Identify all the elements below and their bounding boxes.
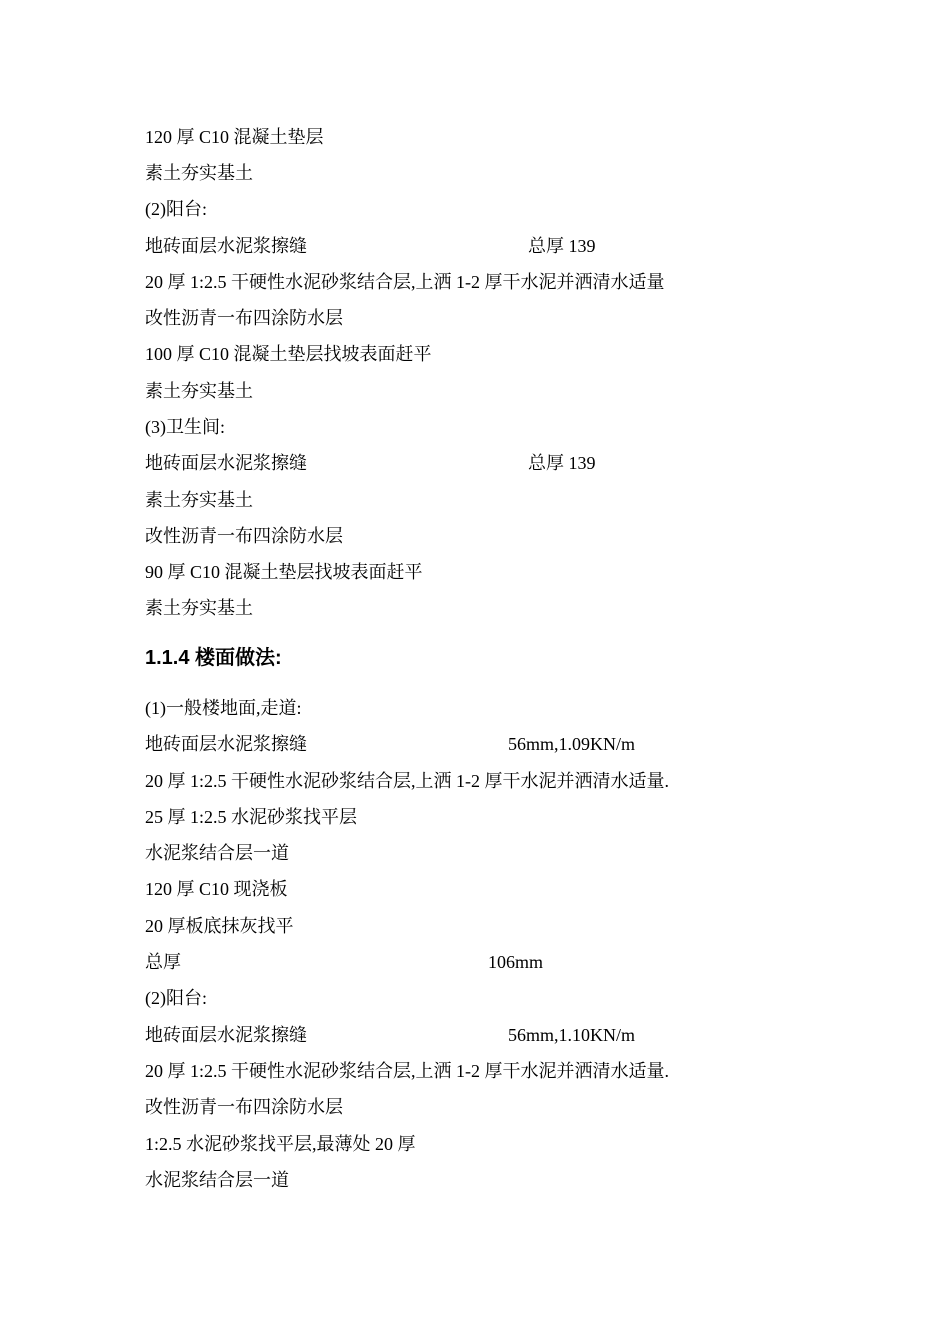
line-text: 地砖面层水泥浆擦缝 (145, 734, 307, 754)
line-text: 1:2.5 水泥砂浆找平层,最薄处 20 厚 (145, 1134, 416, 1154)
text-line (145, 162, 253, 184)
line-text: 地砖面层水泥浆擦缝 (145, 1025, 307, 1045)
text-line (145, 235, 596, 257)
line-text: 20 厚 1:2.5 干硬性水泥砂浆结合层,上洒 1-2 厚干水泥并洒清水适量. (145, 771, 669, 791)
line-text: 水泥浆结合层一道 (145, 1170, 289, 1190)
text-line (145, 198, 207, 220)
text-line (145, 1060, 669, 1082)
line-text: 地砖面层水泥浆擦缝 (145, 453, 307, 473)
line-text: (1)一般楼地面,走道: (145, 698, 302, 718)
text-line (145, 806, 357, 828)
line-text: 120 厚 C10 现浇板 (145, 879, 288, 899)
line-text: 地砖面层水泥浆擦缝 (145, 236, 307, 256)
text-line (145, 561, 423, 583)
line-text: 120 厚 C10 混凝土垫层 (145, 127, 324, 147)
line-text: (2)阳台: (145, 988, 207, 1008)
line-text: 素土夯实基土 (145, 598, 253, 618)
text-line (145, 733, 636, 755)
text-line (145, 126, 324, 148)
text-line (145, 951, 544, 973)
thickness-load: 56mm,1.10KN/m (508, 1025, 636, 1045)
line-text: 100 厚 C10 混凝土垫层找坡表面赶平 (145, 344, 432, 364)
total-thickness: 总厚 139 (528, 453, 596, 473)
line-text: 素土夯实基土 (145, 490, 253, 510)
text-line (145, 770, 669, 792)
text-line (145, 987, 207, 1009)
text-line (145, 271, 665, 293)
text-line (145, 915, 294, 937)
line-text: 素土夯实基土 (145, 381, 253, 401)
line-text: (3)卫生间: (145, 417, 225, 437)
line-text: 25 厚 1:2.5 水泥砂浆找平层 (145, 807, 358, 827)
thickness-load: 56mm,1.09KN/m (508, 734, 636, 754)
text-line (145, 1133, 416, 1155)
line-text: 20 厚 1:2.5 干硬性水泥砂浆结合层,上洒 1-2 厚干水泥并洒清水适量 (145, 272, 665, 292)
text-line (145, 416, 225, 438)
text-line (145, 597, 253, 619)
section-heading: 1.1.4 楼面做法: (145, 647, 282, 669)
line-text: 改性沥青一布四涂防水层 (145, 526, 343, 546)
line-text: 总厚 (145, 952, 181, 972)
text-line (145, 842, 289, 864)
text-line (145, 1024, 636, 1046)
line-text: 改性沥青一布四涂防水层 (145, 308, 343, 328)
text-line (145, 697, 302, 719)
line-text: (2)阳台: (145, 199, 207, 219)
text-line (145, 343, 432, 365)
line-text: 90 厚 C10 混凝土垫层找坡表面赶平 (145, 562, 423, 582)
line-text: 20 厚 1:2.5 干硬性水泥砂浆结合层,上洒 1-2 厚干水泥并洒清水适量. (145, 1061, 669, 1081)
text-line (145, 380, 253, 402)
line-text: 水泥浆结合层一道 (145, 843, 289, 863)
line-text: 改性沥青一布四涂防水层 (145, 1097, 343, 1117)
line-text: 20 厚板底抹灰找平 (145, 916, 294, 936)
line-text: 素土夯实基土 (145, 163, 253, 183)
text-line (145, 489, 253, 511)
text-line (145, 525, 343, 547)
text-line (145, 452, 596, 474)
text-line (145, 1169, 289, 1191)
total-thickness: 106mm (488, 952, 544, 972)
text-line (145, 878, 288, 900)
text-line (145, 307, 343, 329)
text-line (145, 1096, 343, 1118)
total-thickness: 总厚 139 (528, 236, 596, 256)
